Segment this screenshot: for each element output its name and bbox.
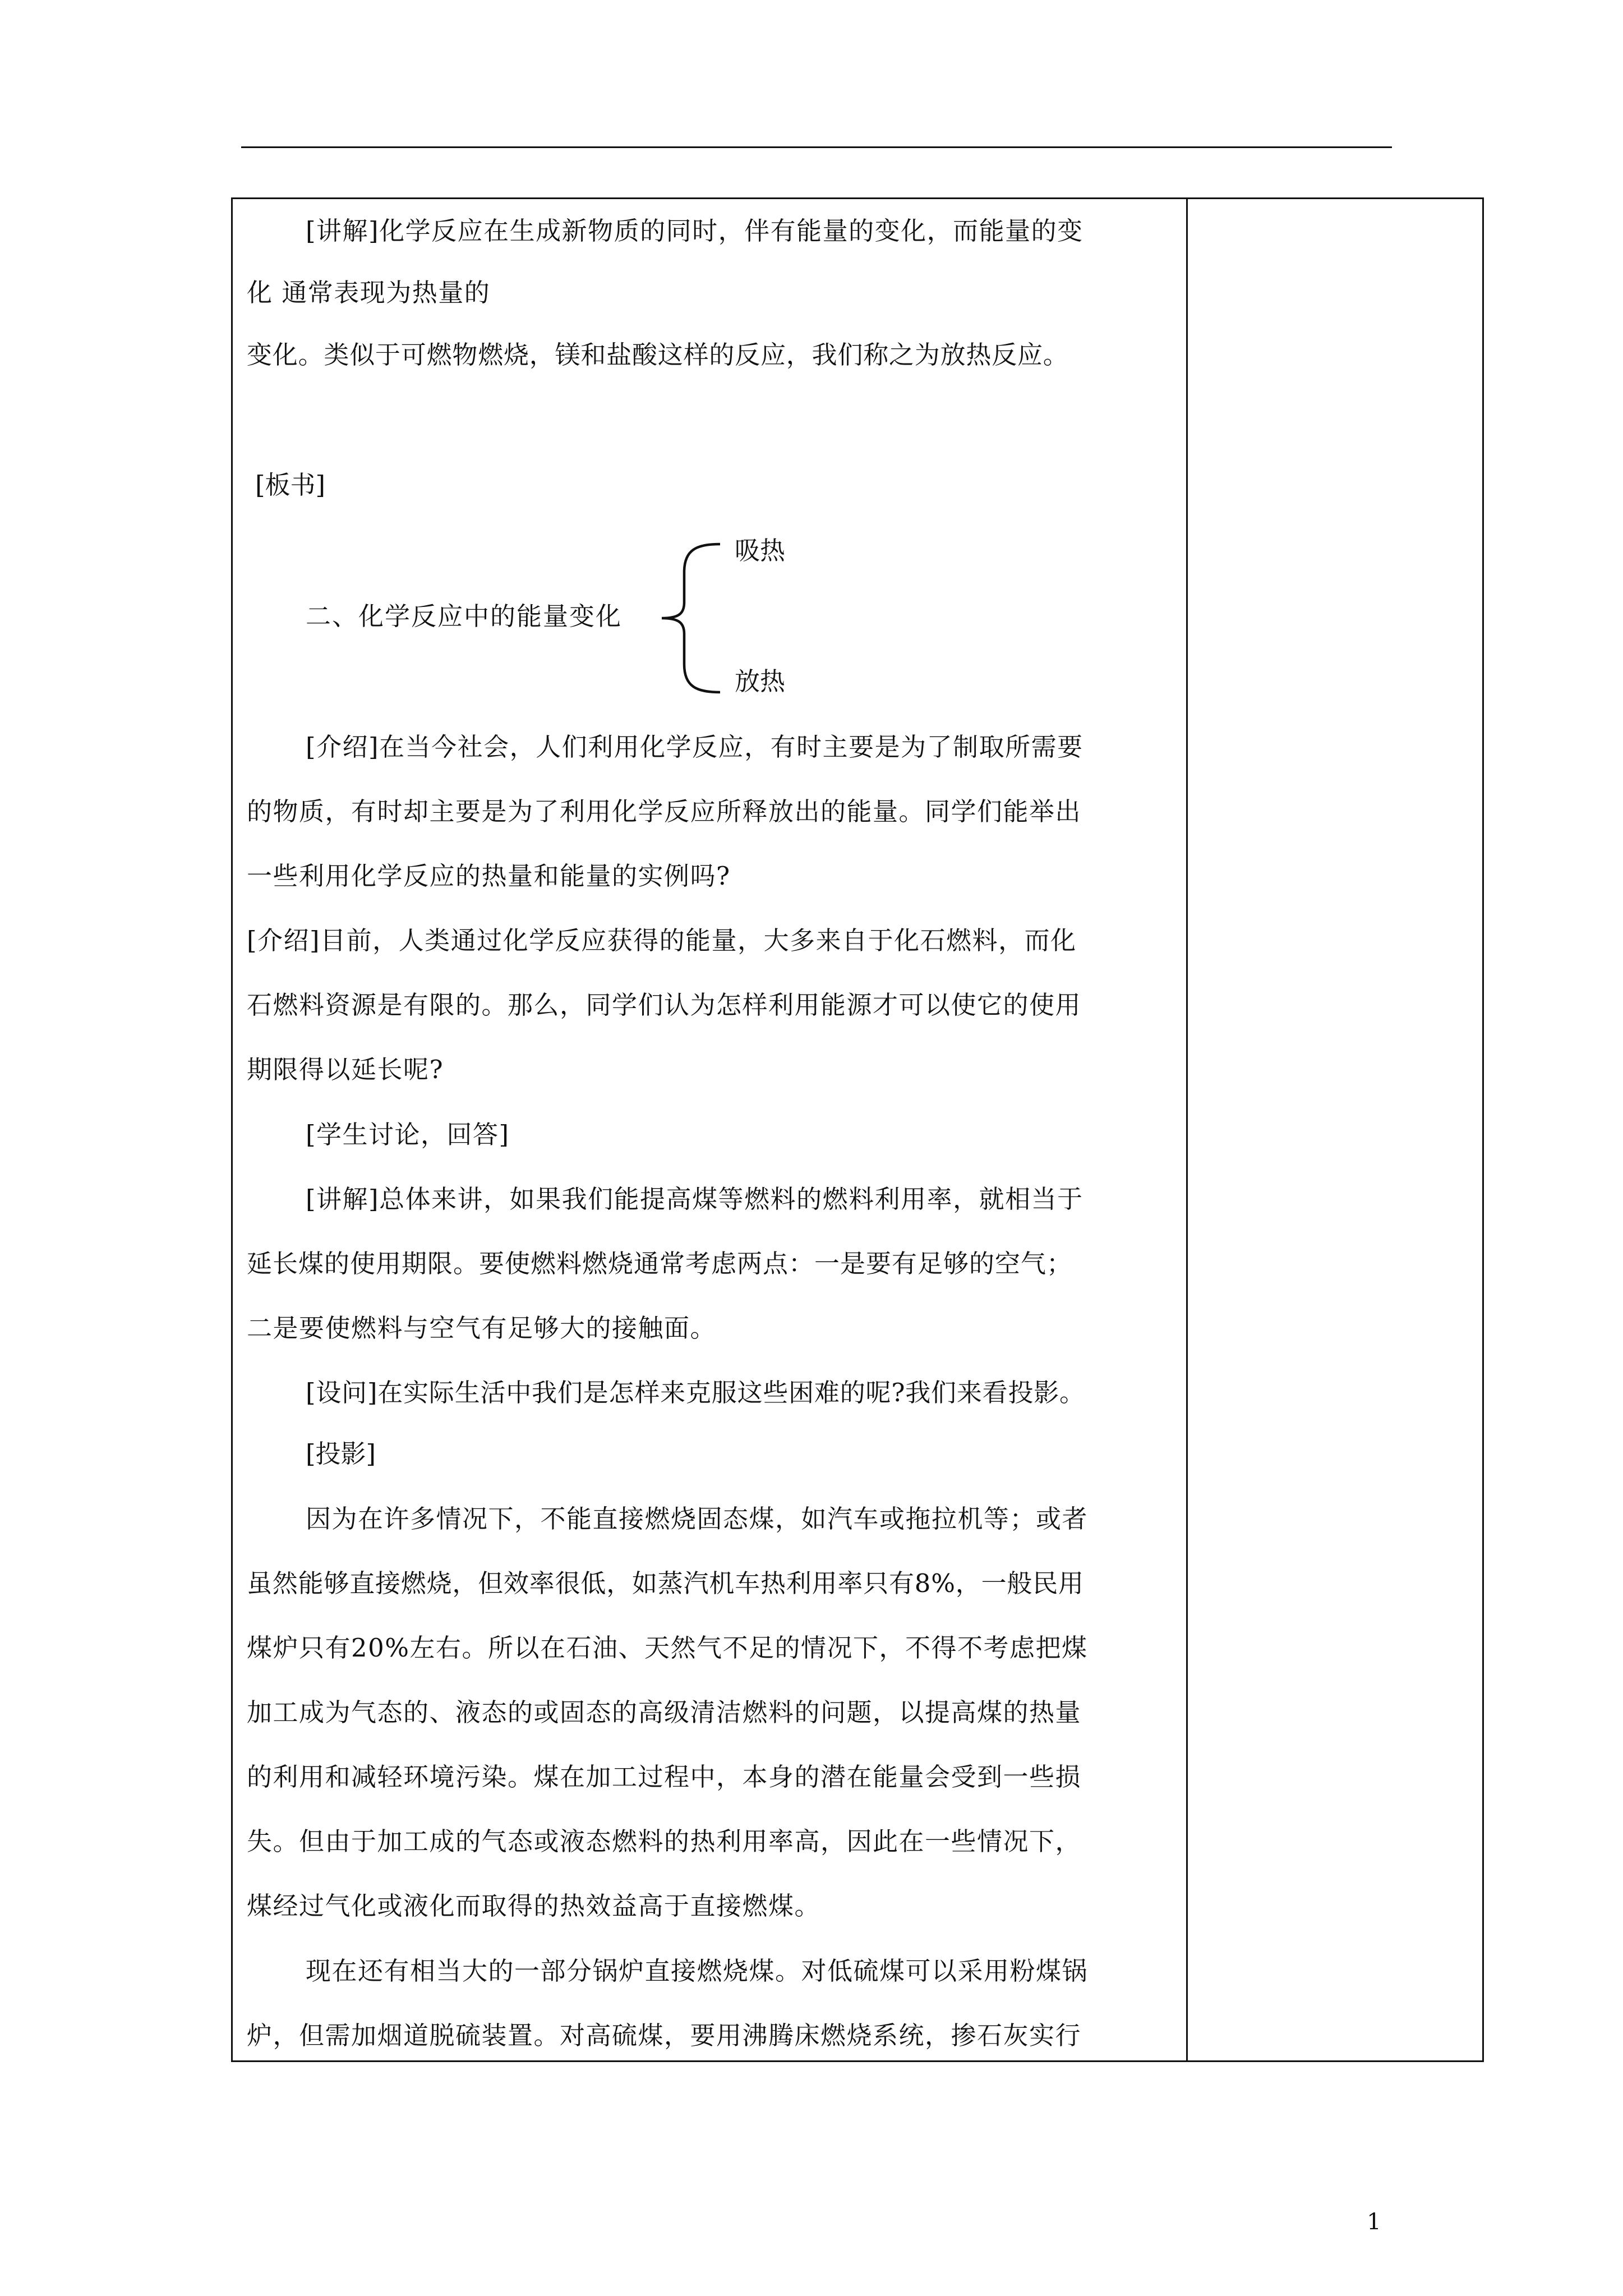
board-label: [板书] [255,470,326,500]
projection-line-3: 煤炉只有20%左右。所以在石油、天然气不足的情况下，不得不考虑把煤 [247,1633,1088,1663]
introduction-1-line-1: [介绍]在当今社会，人们利用化学反应，有时主要是为了制取所需要 [306,732,1083,762]
explanation-2-line-2: 延长煤的使用期限。要使燃料燃烧通常考虑两点：一是要有足够的空气； [247,1249,1073,1278]
explanation-2-line-3: 二是要使燃料与空气有足够大的接触面。 [247,1313,717,1343]
projection-line-4: 加工成为气态的、液态的或固态的高级清洁燃料的问题，以提高煤的热量 [247,1697,1082,1727]
projection-line-1: 因为在许多情况下，不能直接燃烧固态煤，如汽车或拖拉机等；或者 [306,1504,1089,1534]
board-branch-endothermic: 吸热 [735,536,786,565]
curly-brace-icon [657,540,725,697]
introduction-1-line-3: 一些利用化学反应的热量和能量的实例吗? [247,861,731,891]
projection-line-2: 虽然能够直接燃烧，但效率很低，如蒸汽机车热利用率只有8%，一般民用 [247,1568,1084,1598]
table-column-divider [1186,197,1188,2062]
explanation-2-line-1: [讲解]总体来讲，如果我们能提高煤等燃料的燃料利用率，就相当于 [306,1184,1083,1214]
boiler-line-1: 现在还有相当大的一部分锅炉直接燃烧煤。对低硫煤可以采用粉煤锅 [306,1956,1089,1986]
question-prompt: [设问]在实际生活中我们是怎样来克服这些困难的呢?我们来看投影。 [306,1378,1085,1407]
student-discussion: [学生讨论，回答] [306,1120,510,1149]
introduction-2-line-2: 石燃料资源是有限的。那么，同学们认为怎样利用能源才可以使它的使用 [247,990,1082,1020]
introduction-2-line-1: [介绍]目前，人类通过化学反应获得的能量，大多来自于化石燃料，而化 [247,926,1077,955]
explanation-line-2: 化 通常表现为热量的 [247,278,491,307]
projection-line-7: 煤经过气化或液化而取得的热效益高于直接燃煤。 [247,1891,821,1921]
explanation-line-3: 变化。类似于可燃物燃烧，镁和盐酸这样的反应，我们称之为放热反应。 [247,340,1069,370]
projection-label: [投影] [306,1439,376,1469]
page-number: 1 [1367,2209,1381,2235]
boiler-line-2: 炉，但需加烟道脱硫装置。对高硫煤，要用沸腾床燃烧系统，掺石灰实行 [247,2021,1082,2050]
projection-line-6: 失。但由于加工成的气态或液态燃料的热利用率高，因此在一些情况下， [247,1826,1082,1856]
header-rule [241,146,1392,148]
introduction-2-line-3: 期限得以延长呢? [247,1055,444,1084]
board-branch-exothermic: 放热 [735,666,786,696]
board-title: 二、化学反应中的能量变化 [306,601,623,631]
introduction-1-line-2: 的物质，有时却主要是为了利用化学反应所释放出的能量。同学们能举出 [247,797,1082,826]
explanation-line-1: [讲解]化学反应在生成新物质的同时，伴有能量的变化，而能量的变 [306,216,1083,246]
projection-line-5: 的利用和减轻环境污染。煤在加工过程中，本身的潜在能量会受到一些损 [247,1762,1082,1792]
